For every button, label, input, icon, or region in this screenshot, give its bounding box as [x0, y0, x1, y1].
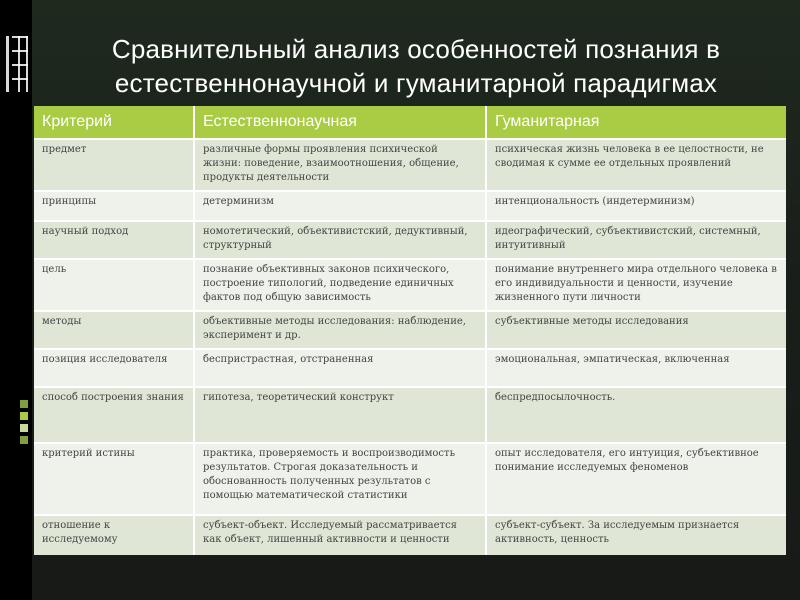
humanitarian-cell: субъект-субъект. За исследуемым признается активность, ценность: [486, 515, 786, 555]
natural-science-cell: детерминизм: [194, 191, 486, 221]
natural-science-cell: номотетический, объективистский, дедуктивный, структурный: [194, 221, 486, 259]
title-line-2: естественнонаучной и гуманитарной парадигмах: [114, 68, 718, 98]
left-decoration-strip: [0, 0, 32, 600]
humanitarian-cell: субъективные методы исследования: [486, 311, 786, 349]
table-row: [34, 443, 786, 515]
natural-science-cell: объективные методы исследования: наблюдение, эксперимент и др.: [194, 311, 486, 349]
natural-science-cell: практика, проверяемость и воспроизводимость результатов. Строгая доказательность и обоснованность полученных результатов с помощью математической статистики: [194, 443, 486, 515]
table-row: [34, 259, 786, 311]
humanitarian-cell: понимание внутреннего мира отдельного человека в его индивидуальности и ценности, изучение жизненного пути личности: [486, 259, 786, 311]
criterion-cell: позиция исследователя: [34, 349, 194, 387]
humanitarian-cell: интенциональность (индетерминизм): [486, 191, 786, 221]
criterion-cell: цель: [34, 259, 194, 311]
criterion-cell: критерий истины: [34, 443, 194, 515]
criterion-cell: методы: [34, 311, 194, 349]
table-row: [34, 221, 786, 259]
title-line-1: Сравнительный анализ особенностей познания в: [111, 34, 721, 64]
table-row: [34, 139, 786, 191]
humanitarian-cell: психическая жизнь человека в ее целостности, не сводимая к сумме ее отдельных проявлений: [486, 139, 786, 191]
header-natural-science: Естественнонаучная: [194, 106, 486, 139]
criterion-cell: отношение к исследуемому: [34, 515, 194, 555]
natural-science-cell: субъект-объект. Исследуемый рассматривается как объект, лишенный активности и ценности: [194, 515, 486, 555]
natural-science-cell: гипотеза, теоретический конструкт: [194, 387, 486, 443]
humanitarian-cell: идеографический, субъективистский, системный, интуитивный: [486, 221, 786, 259]
natural-science-cell: беспристрастная, отстраненная: [194, 349, 486, 387]
decorative-grid-icon: [0, 36, 30, 96]
natural-science-cell: различные формы проявления психической жизни: поведение, взаимоотношения, общение, продукты деятельности: [194, 139, 486, 191]
table-row: [34, 311, 786, 349]
criterion-cell: способ построения знания: [34, 387, 194, 443]
header-humanitarian: Гуманитарная: [486, 106, 786, 139]
humanitarian-cell: беспредпосылочность.: [486, 387, 786, 443]
humanitarian-cell: опыт исследователя, его интуиция, субъективное понимание исследуемых феноменов: [486, 443, 786, 515]
table-row: [34, 349, 786, 387]
table-row: [34, 191, 786, 221]
table-row: [34, 515, 786, 555]
criterion-cell: предмет: [34, 139, 194, 191]
criterion-cell: принципы: [34, 191, 194, 221]
table-header-row: [34, 106, 786, 139]
criterion-cell: научный подход: [34, 221, 194, 259]
decorative-squares-icon: [20, 400, 30, 448]
natural-science-cell: познание объективных законов психического, построение типологий, подведение единичных фактов под общую зависимость: [194, 259, 486, 311]
slide-title: [32, 32, 800, 100]
header-criterion: Критерий: [34, 106, 194, 139]
table-row: [34, 387, 786, 443]
comparison-table: [34, 106, 786, 555]
humanitarian-cell: эмоциональная, эмпатическая, включенная: [486, 349, 786, 387]
